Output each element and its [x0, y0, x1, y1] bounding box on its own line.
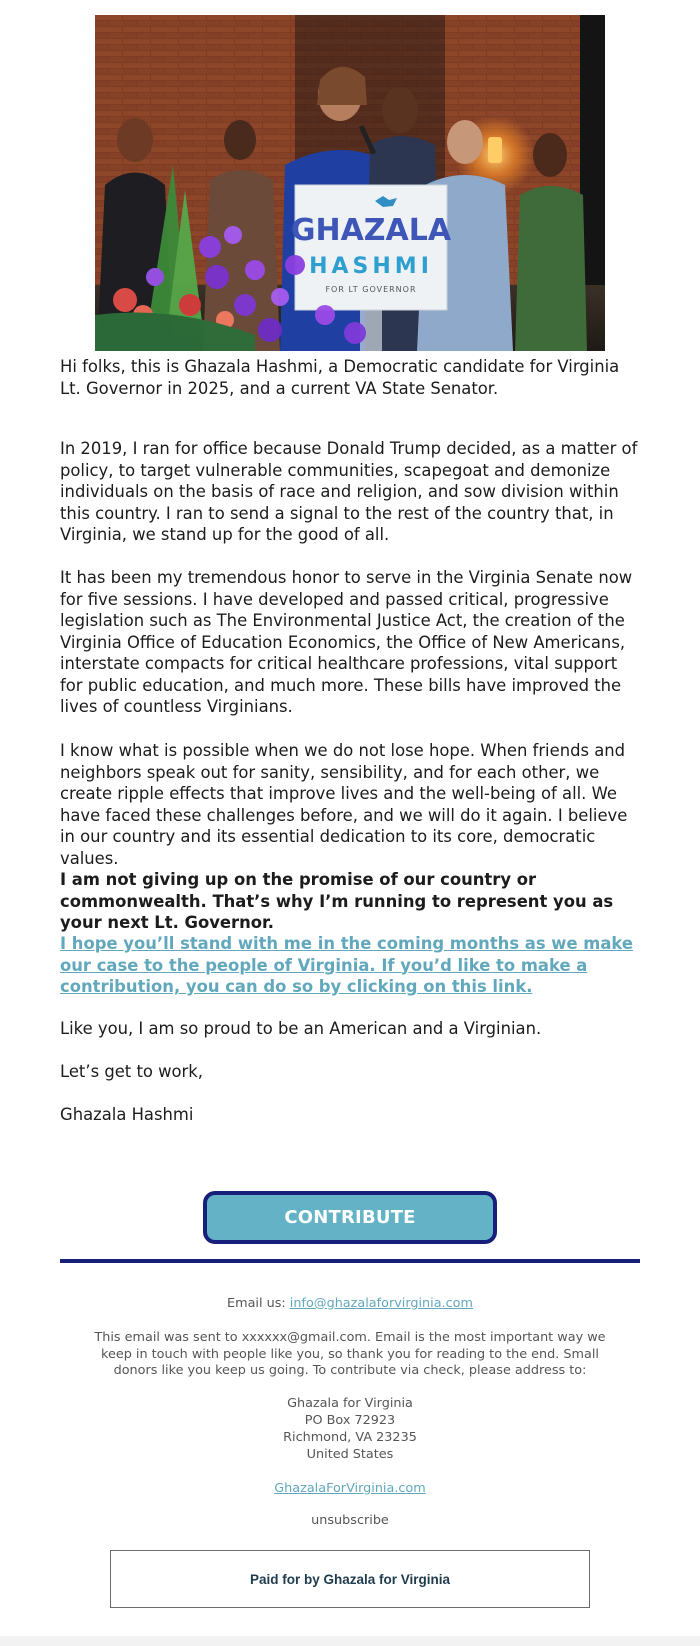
letter-paragraph-2019: In 2019, I ran for office because Donald Trump decided, as a matter of policy, to target vulnerable communities, scapegoat and demonize individuals on the basis of race and religion, and sow division within this country. I ran to send a signal to the rest of the country that, in Virginia, we stand up for the good of all. — [60, 439, 638, 544]
letter-intro: Hi folks, this is Ghazala Hashmi, a Democratic candidate for Virginia Lt. Governor in 2025, and a current VA State Senator. — [60, 357, 620, 398]
sign-name-line1: GHAZALA — [290, 213, 452, 248]
website-link[interactable]: GhazalaForVirginia.com — [274, 1481, 426, 1496]
campaign-sign — [291, 185, 452, 310]
address-country: United States — [306, 1447, 394, 1462]
address-name: Ghazala for Virginia — [287, 1396, 413, 1411]
sign-subtitle: FOR LT GOVERNOR — [325, 285, 417, 294]
letter-proud-line: Like you, I am so proud to be an American and a Virginian. — [60, 1019, 542, 1038]
cta-container — [203, 1191, 497, 1244]
letter-paragraph-senate: It has been my tremendous honor to serve in the Virginia Senate now for five sessions. I have developed and passed critical, progressive legislation such as The Environmental Justice Act, the creation of the Virginia Office of Education Economics, the Office of New Americans, interstate compacts for critical healthcare professions, vital support for public education, and much more. These bills have improved the lives of countless Virginians. — [60, 568, 633, 716]
sign-name-line2: HASHMI — [309, 254, 433, 279]
contribute-button[interactable]: CONTRIBUTE — [203, 1191, 497, 1244]
unsubscribe-link[interactable]: unsubscribe — [311, 1513, 389, 1528]
letter-bold-statement: I am not giving up on the promise of our country or commonwealth. That’s why I’m running to represent you as your next Lt. Governor. — [60, 870, 614, 932]
letter-signature: Ghazala Hashmi — [60, 1105, 194, 1124]
address-line2: Richmond, VA 23235 — [283, 1430, 417, 1445]
website-line — [60, 1481, 640, 1498]
bottom-band — [0, 1636, 700, 1646]
hero-photo — [95, 15, 605, 351]
footer-divider — [60, 1259, 640, 1263]
sent-notice: This email was sent to xxxxxx@gmail.com. Email is the most important way we keep in touch with people like you, so thank you for reading to the end. Small donors like you keep us going. To contribute via check, please address to: — [94, 1330, 606, 1378]
address-line1: PO Box 72923 — [304, 1413, 396, 1428]
letter-closing: Let’s get to work, — [60, 1062, 203, 1081]
paid-for-disclaimer — [110, 1550, 590, 1608]
page-edge — [686, 0, 700, 1646]
letter-paragraph-hope: I know what is possible when we do not lose hope. When friends and neighbors speak out for sanity, sensibility, and for each other, we create ripple effects that improve lives and the well-being of all. We have faced these challenges before, and we will do it again. I believe in our country and its essential dedication to its core, democratic values. — [60, 741, 628, 868]
email-us-line — [60, 1296, 640, 1313]
contribution-link[interactable]: I hope you’ll stand with me in the coming months as we make our case to the people of Virginia. If you’d like to make a contribution, you can do so by clicking on this link. — [60, 934, 633, 996]
email-link[interactable]: info@ghazalaforvirginia.com — [289, 1296, 473, 1311]
email-label: Email us: — [227, 1296, 286, 1311]
paid-for-text: Paid for by Ghazala for Virginia — [249, 1571, 451, 1587]
